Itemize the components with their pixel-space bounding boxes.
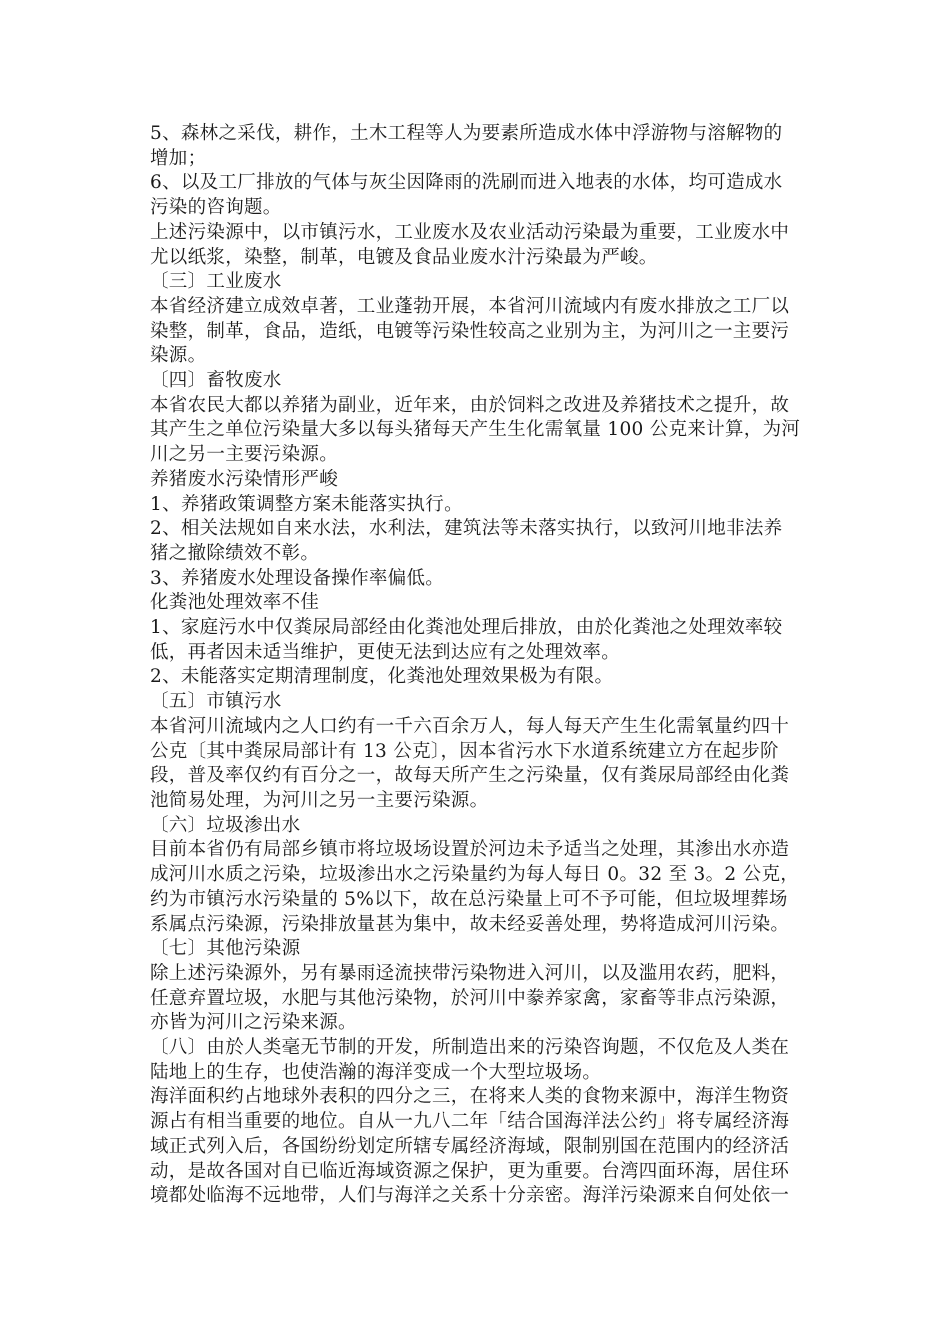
text-line: 〔八〕由於人类毫无节制的开发，所制造出来的污染咨询题，不仅危及人类在	[150, 1037, 790, 1059]
text-line: 除上述污染源外，另有暴雨迳流挟带污染物进入河川，以及滥用农药，肥料，	[150, 962, 790, 984]
text-line: 其产生之单位污染量大多以每头猪每天产生生化需氧量 100 公克来计算，为河	[150, 419, 801, 441]
text-line: 染整，制革，食品，造纸，电镀等污染性较高之业别为主，为河川之一主要污	[150, 320, 790, 342]
text-line: 本省农民大都以养猪为副业，近年来，由於饲料之改进及养猪技术之提升，故	[150, 394, 790, 416]
text-line: 2、未能落实定期清理制度，化粪池处理效果极为有限。	[150, 666, 614, 688]
text-line: 染源。	[150, 345, 207, 367]
text-line: 1、家庭污水中仅粪尿局部经由化粪池处理后排放，由於化粪池之处理效率较	[150, 617, 783, 639]
section-heading: 〔三〕工业废水	[150, 271, 282, 293]
text-line: 系属点污染源，污染排放量甚为集中，故未经妥善处理，势将造成河川污染。	[150, 913, 790, 935]
text-line: 3、养猪废水处理设备操作率偏低。	[150, 567, 445, 589]
text-line: 污染的咨询题。	[150, 197, 282, 219]
section-heading: 〔七〕其他污染源	[150, 938, 301, 960]
text-line: 猪之撤除绩效不彰。	[150, 542, 320, 564]
text-line: 海洋面积约占地球外表积的四分之三，在将来人类的食物来源中，海洋生物资	[150, 1086, 790, 1108]
text-line: 约为市镇污水污染量的 5%以下，故在总污染量上可不予可能，但垃圾埋葬场	[150, 888, 788, 910]
text-line: 段，普及率仅约有百分之一，故每天所产生之污染量，仅有粪尿局部经由化粪	[150, 765, 790, 787]
section-heading: 〔六〕垃圾渗出水	[150, 814, 301, 836]
text-line: 动，是故各国对自已临近海域资源之保护，更为重要。台湾四面环海，居住环	[150, 1160, 790, 1182]
text-line: 低，再者因未适当维护，更使无法到达应有之处理效率。	[150, 641, 621, 663]
text-line: 尤以纸浆，染整，制革，电镀及食品业废水汁污染最为严峻。	[150, 246, 658, 268]
text-line: 境都处临海不远地带，人们与海洋之关系十分亲密。海洋污染源来自何处依一	[150, 1185, 790, 1207]
section-heading: 〔四〕畜牧废水	[150, 370, 282, 392]
text-line: 亦皆为河川之污染来源。	[150, 1012, 357, 1034]
text-line: 域正式列入后，各国纷纷划定所辖专属经济海域，限制别国在范围内的经济活	[150, 1135, 790, 1157]
text-line: 增加；	[150, 147, 207, 169]
text-line: 目前本省仍有局部乡镇市将垃圾场设置於河边未予适当之处理，其渗出水亦造	[150, 839, 790, 861]
text-line: 成河川水质之污染，垃圾渗出水之污染量约为每人每日 0。32 至 3。2 公克，	[150, 864, 800, 886]
document-body	[150, 122, 808, 1209]
text-line: 上述污染源中，以市镇污水，工业废水及农业活动污染最为重要，工业废水中	[150, 221, 790, 243]
subheading: 养猪废水污染情形严峻	[150, 468, 339, 490]
text-line: 本省经济建立成效卓著，工业蓬勃开展，本省河川流域内有废水排放之工厂以	[150, 295, 790, 317]
text-line: 2、相关法规如自来水法，水利法，建筑法等未落实执行，以致河川地非法养	[150, 518, 783, 540]
text-line: 1、养猪政策调整方案未能落实执行。	[150, 493, 463, 515]
text-line: 源占有相当重要的地位。自从一九八二年「结合国海洋法公约」将专属经济海	[150, 1111, 790, 1133]
text-line: 5、森林之采伐，耕作，土木工程等人为要素所造成水体中浮游物与溶解物的	[150, 123, 783, 144]
text-line: 池简易处理，为河川之另一主要污染源。	[150, 789, 489, 811]
text-line: 6、以及工厂排放的气体与灰尘因降雨的洗刷而进入地表的水体，均可造成水	[150, 172, 783, 194]
text-line: 川之另一主要污染源。	[150, 444, 339, 466]
section-heading: 〔五〕市镇污水	[150, 691, 282, 713]
subheading: 化粪池处理效率不佳	[150, 592, 320, 614]
text-line: 任意弃置垃圾，水肥与其他污染物，於河川中豢养家禽，家畜等非点污染源，	[150, 987, 790, 1009]
text-line: 陆地上的生存，也使浩瀚的海洋变成一个大型垃圾场。	[150, 1061, 602, 1083]
text-line: 公克〔其中粪尿局部计有 13 公克〕，因本省污水下水道系统建立方在起步阶	[150, 740, 779, 762]
text-line: 本省河川流域内之人口约有一千六百余万人，每人每天产生生化需氧量约四十	[150, 715, 790, 737]
